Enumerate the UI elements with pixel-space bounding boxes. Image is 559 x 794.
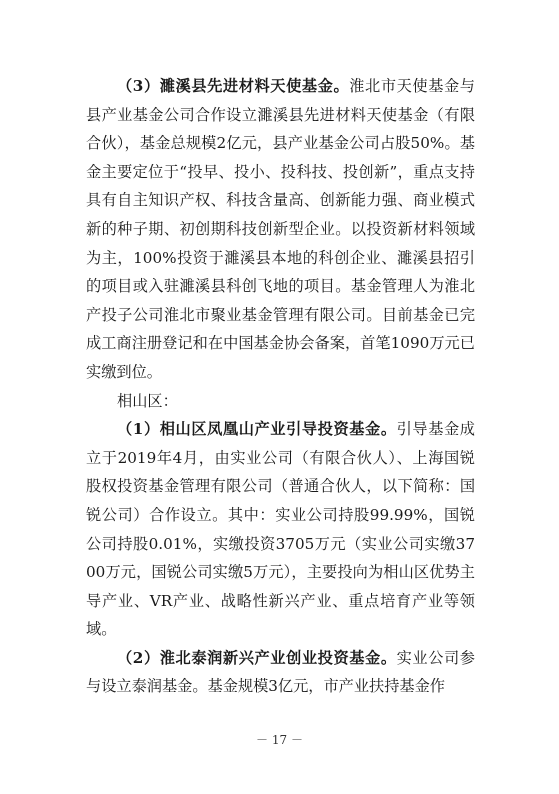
paragraph-text: 实业公司参与设立泰润基金。基金规模3亿元，市产业扶持基金作 — [86, 648, 475, 696]
document-body — [86, 72, 475, 701]
paragraph-heading: （3）濉溪县先进材料天使基金。 — [117, 77, 350, 95]
paragraph-heading: （1）相山区凤凰山产业引导投资基金。 — [117, 420, 397, 439]
paragraph-tairun-fund — [86, 644, 475, 701]
paragraph-suixi-advanced-materials-fund — [86, 72, 475, 387]
page-number: － 17 － — [256, 733, 303, 747]
paragraph-text: 相山区： — [117, 391, 178, 410]
paragraph-text: 淮北市天使基金与县产业基金公司合作设立濉溪县先进材料天使基金（有限合伙），基金总规模2亿元，县产业基金公司占股50%。基金主要定位于“投早、投小、投科技、投创新”，重点支持具有自主知识产权、科技含量高、创新能力强、商业模式新的种子期、初创期科技创新型企业。以投资新材料领域为主，100%投资于濉溪县本地的科创企业、濉溪县招引的项目或入驻濉溪县科创飞地的项目。基金管理人为淮北产投子公司淮北市聚业基金管理有限公司。目前基金已完成工商注册登记和在中国基金协会备案，首笔1090万元已实缴到位。 — [86, 77, 475, 381]
section-label-xiangshan — [86, 387, 475, 416]
paragraph-fenghuangshan-fund — [86, 415, 475, 644]
paragraph-text: 引导基金成立于2019年4月，由实业公司（有限合伙人）、上海国锐股权投资基金管理有限公司（普通合伙人，以下简称：国锐公司）合作设立。其中：实业公司持股99.99%，国锐公司持股0.01%，实缴投资3705万元（实业公司实缴3700万元，国锐公司实缴5万元），主要投向为相山区优势主导产业、VR产业、战略性新兴产业、重点培育产业等领域。 — [86, 420, 475, 639]
paragraph-heading: （2）淮北泰润新兴产业创业投资基金。 — [117, 648, 397, 667]
